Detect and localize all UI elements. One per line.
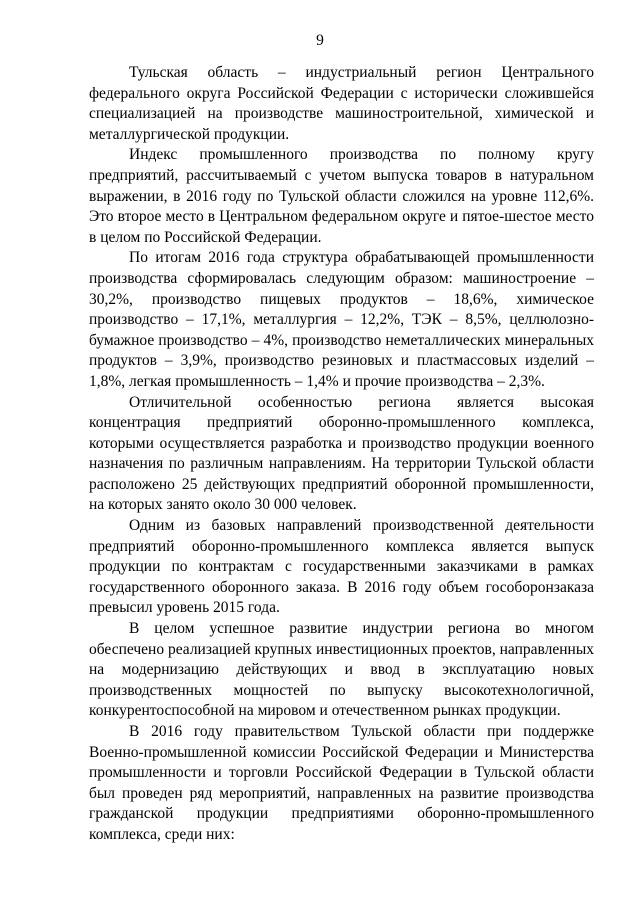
paragraph-production-index: Индекс промышленного производства по полному кругу предприятий, рассчитываемый с учетом выпуска товаров в натуральном выражении, в 2016 году по Тульской области сложился на уровне 112,6%. Это второе место в Центральном федеральном округе и пятое-шестое место в целом по Российской Федерации. [89,146,594,246]
paragraph-defense-concentration: Отличительной особенностью региона является высокая концентрация предприятий оборонно-промышленного комплекса, которыми осуществляется разработка и производство продукции военного назначения по различным направлениям. На территории Тульской области расположено 25 действующих предприятий оборонной промышленности, на которых занято около 30 000 человек. [89,393,594,514]
paragraph-civil-production: В 2016 году правительством Тульской области при поддержке Военно-промышленной комиссии Российской Федерации и Министерства промышленности и торговли Российской Федерации в Тульской области был проведен ряд мероприятий, направленных на развитие производства гражданской продукции предприятиями оборонно-промышленного комплекса, среди них: [89,723,594,843]
document-body [89,63,594,846]
page-number: 9 [316,32,324,49]
paragraph-investment-projects: В целом успешное развитие индустрии региона во многом обеспечено реализацией крупных инвестиционных проектов, направленных на модернизацию действующих и ввод в эксплуатацию новых производственных мощностей по выпуску высокотехнологичной, конкурентоспособной на мировом и отечественном рынках продукции. [89,620,594,720]
paragraph-industry-structure: По итогам 2016 года структура обрабатывающей промышленности производства сформировалась следующим образом: машиностроение – 30,2%, производство пищевых продуктов – 18,6%, химическое производство – 17,1%, металлургия – 12,2%, ТЭК – 8,5%, целлюлозно-бумажное производство – 4%, производство неметаллических минеральных продуктов – 3,9%, производство резиновых и пластмассовых изделий – 1,8%, легкая промышленность – 1,4% и прочие производства – 2,3%. [89,249,594,390]
paragraph-region-overview: Тульская область – индустриальный регион Центрального федерального округа Российской Федерации с исторически сложившейся специализацией на производстве машиностроительной, химической и металлургической продукции. [89,64,594,143]
paragraph-defense-orders: Одним из базовых направлений производственной деятельности предприятий оборонно-промышленного комплекса является выпуск продукции по контрактам с государственными заказчиками в рамках государственного оборонного заказа. В 2016 году объем гособоронзаказа превысил уровень 2015 года. [89,517,594,617]
